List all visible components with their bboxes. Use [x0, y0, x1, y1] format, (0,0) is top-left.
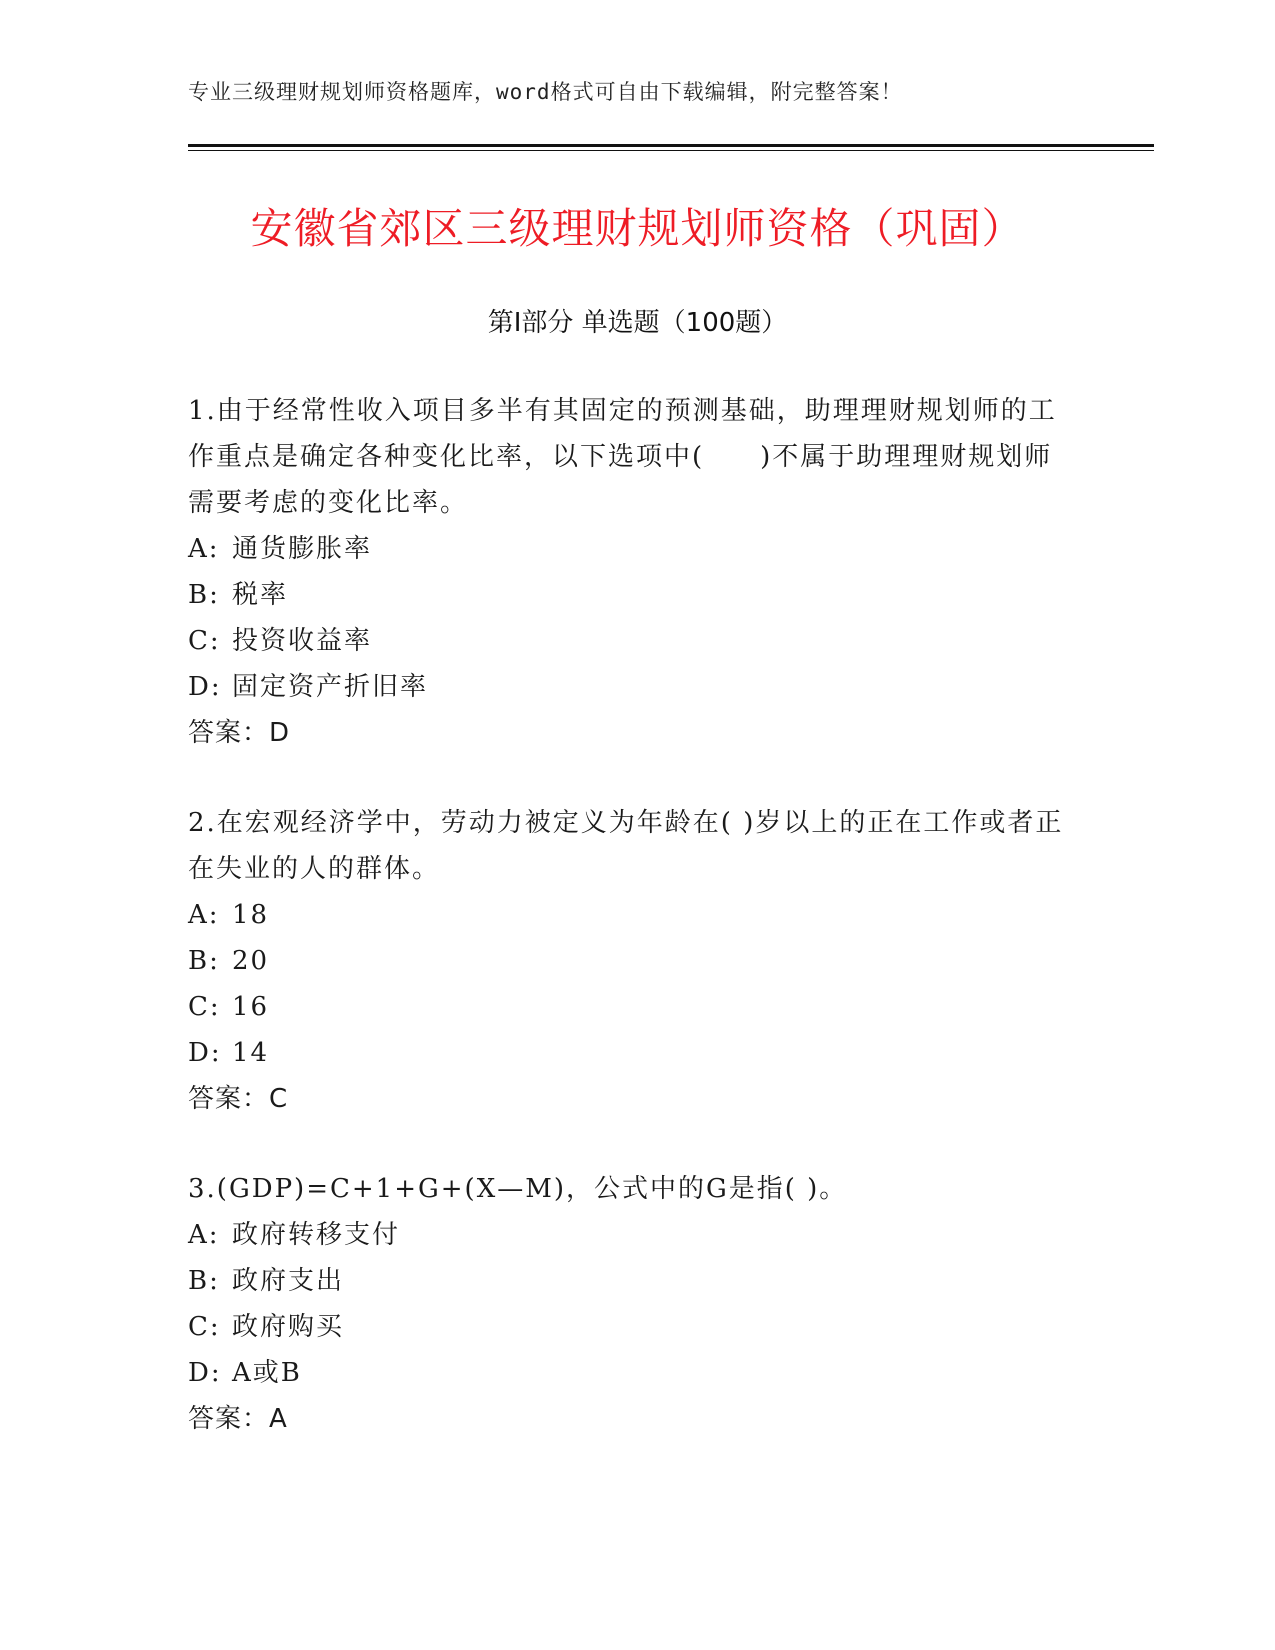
question-3 [188, 1166, 1068, 1442]
option-text: 16 [232, 992, 270, 1022]
question-2 [188, 800, 1068, 1122]
option-letter: D: [188, 1038, 222, 1068]
answer-key: 答案：A [188, 1404, 288, 1434]
header-note: 专业三级理财规划师资格题库，word格式可自由下载编辑，附完整答案！ [188, 80, 903, 104]
option-c [188, 618, 1068, 664]
option-text: 税率 [232, 580, 289, 610]
option-letter: C: [188, 626, 221, 656]
option-c [188, 1304, 1068, 1350]
option-text: A或B [232, 1358, 302, 1388]
option-d [188, 664, 1068, 710]
header-rule [188, 144, 1154, 147]
question-1 [188, 388, 1068, 756]
option-d [188, 1030, 1068, 1076]
question-stem: 3.(GDP)=C+1+G+(X—M)，公式中的G是指( )。 [188, 1174, 848, 1204]
option-b [188, 1258, 1068, 1304]
option-text: 政府转移支付 [232, 1220, 401, 1250]
option-b [188, 572, 1068, 618]
option-text: 政府支出 [232, 1266, 345, 1296]
question-stem: 1.由于经常性收入项目多半有其固定的预测基础，助理理财规划师的工作重点是确定各种变化比率，以下选项中( )不属于助理理财规划师需要考虑的变化比率。 [188, 396, 1057, 518]
option-letter: C: [188, 992, 221, 1022]
option-text: 通货膨胀率 [232, 534, 373, 564]
option-d [188, 1350, 1068, 1396]
option-letter: A: [188, 534, 220, 564]
option-letter: A: [188, 900, 220, 930]
header-rule-thin [188, 150, 1154, 151]
document-title: 安徽省郊区三级理财规划师资格（巩固） [250, 204, 1025, 253]
option-b [188, 938, 1068, 984]
option-letter: B: [188, 946, 220, 976]
option-text: 固定资产折旧率 [232, 672, 429, 702]
answer-key: 答案：D [188, 718, 291, 748]
option-letter: B: [188, 580, 220, 610]
option-letter: D: [188, 1358, 222, 1388]
question-stem: 2.在宏观经济学中，劳动力被定义为年龄在( )岁以上的正在工作或者正在失业的人的群体。 [188, 808, 1064, 884]
option-text: 20 [232, 946, 270, 976]
option-text: 投资收益率 [232, 626, 373, 656]
option-letter: B: [188, 1266, 220, 1296]
answer-key: 答案：C [188, 1084, 289, 1114]
section-title: 第Ⅰ部分 单选题（100题） [487, 308, 788, 338]
option-c [188, 984, 1068, 1030]
option-a [188, 892, 1068, 938]
option-a [188, 526, 1068, 572]
option-letter: C: [188, 1312, 221, 1342]
option-text: 18 [232, 900, 270, 930]
option-letter: A: [188, 1220, 220, 1250]
option-letter: D: [188, 672, 222, 702]
option-a [188, 1212, 1068, 1258]
option-text: 政府购买 [232, 1312, 345, 1342]
question-list [188, 388, 1068, 1442]
option-text: 14 [232, 1038, 270, 1068]
